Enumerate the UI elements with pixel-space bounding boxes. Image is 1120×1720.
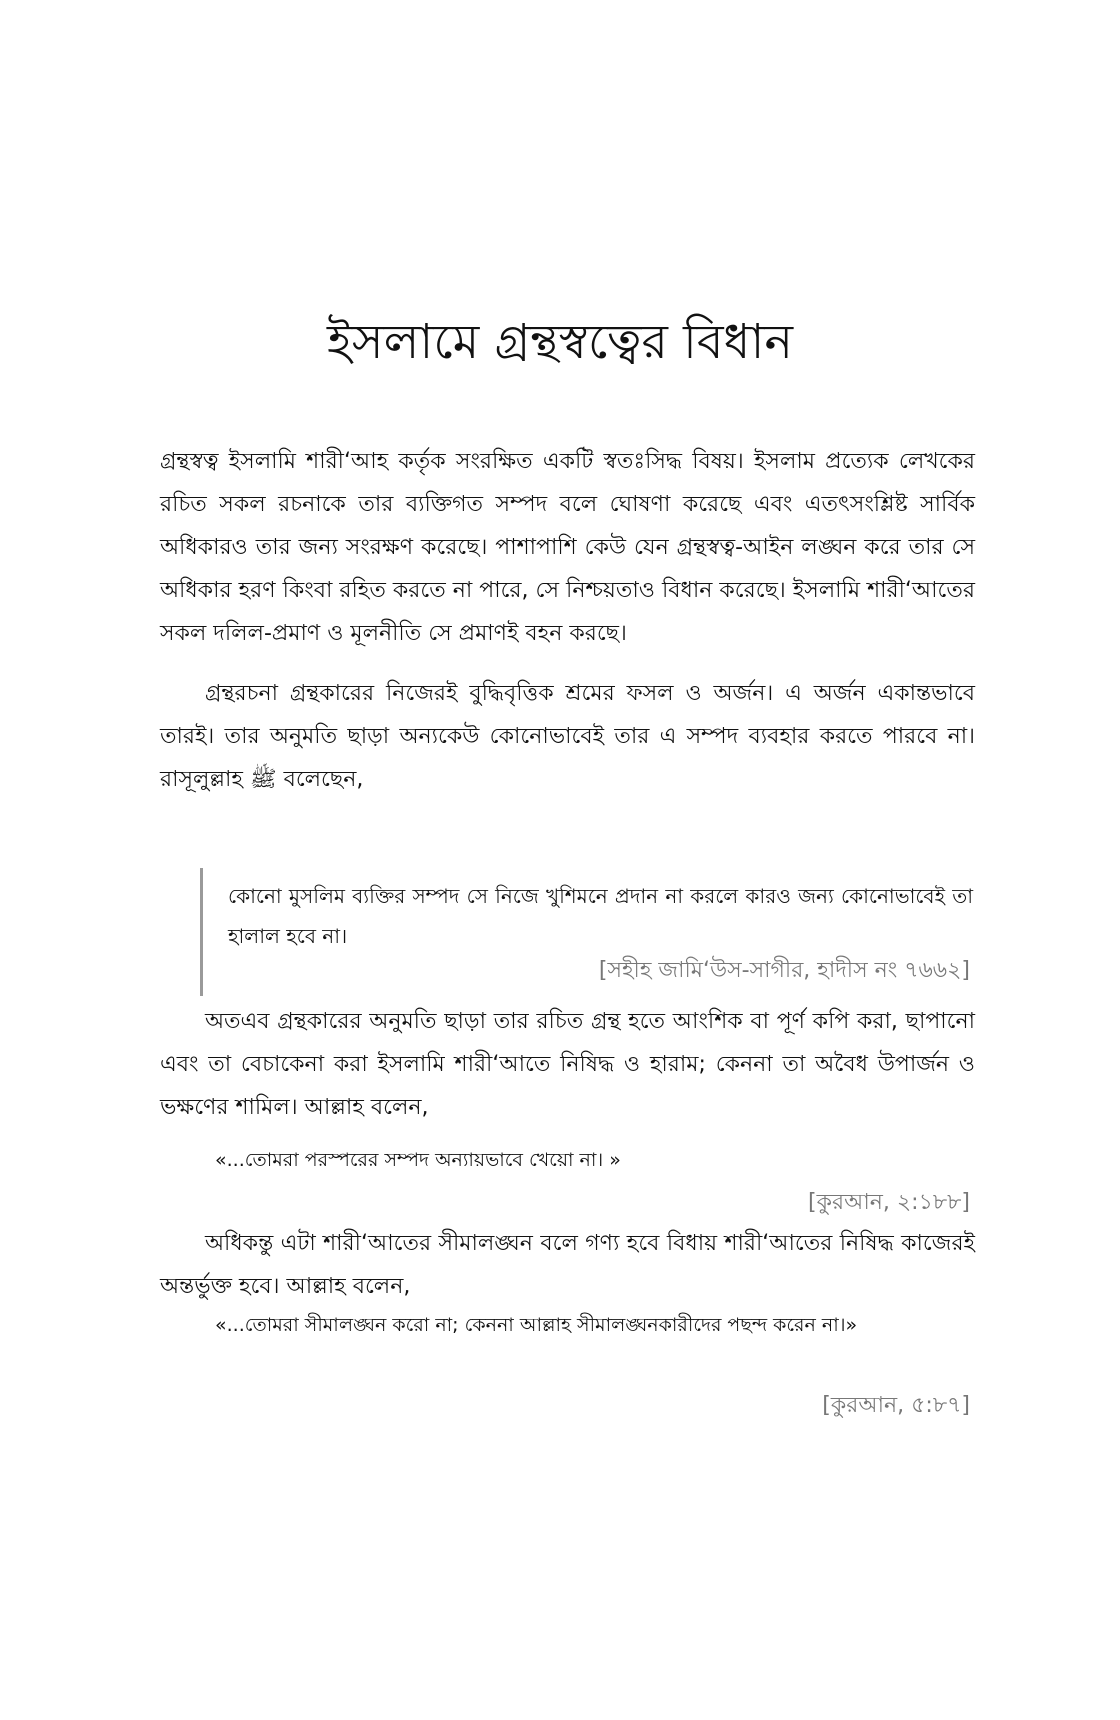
quran-reference-1: [কুরআন, ২:১৮৮] bbox=[808, 1190, 970, 1215]
paragraph-copyright-intro: গ্রন্থস্বত্ব ইসলামি শারী‘আহ কর্তৃক সংরক্ষিত একটি স্বতঃসিদ্ধ বিষয়। ইসলাম প্রত্যেক লেখকের রচিত সকল রচনাকে তার ব্যক্তিগত সম্পদ বলে ঘোষণা করেছে এবং এতৎসংশ্লিষ্ট সার্বিক অধিকারও তার জন্য সংরক্ষণ করেছে। পাশাপাশি কেউ যেন গ্রন্থস্বত্ব-আইন লঙ্ঘন করে তার সে অধিকার হরণ কিংবা রহিত করতে না পারে, সে নিশ্চয়তাও বিধান করেছে। ইসলামি শারী‘আতের সকল দলিল-প্রমাণ ও মূলনীতি সে প্রমাণই বহন করছে। bbox=[160, 449, 975, 646]
hadith-text: কোনো মুসলিম ব্যক্তির সম্পদ সে নিজে খুশিমনে প্রদান না করলে কারও জন্য কোনোভাবেই তা হালাল হবে না। bbox=[228, 884, 973, 948]
quran-quote-1: «...তোমরা পরস্পরের সম্পদ অন্যায়ভাবে খেয়ো না। » bbox=[215, 1149, 621, 1171]
hadith-reference: [সহীহ জামি‘উস-সাগীর, হাদীস নং ৭৬৬২] bbox=[598, 958, 970, 983]
paragraph-authorship: গ্রন্থরচনা গ্রন্থকারের নিজেরই বুদ্ধিবৃত্তিক শ্রমের ফসল ও অর্জন। এ অর্জন একান্তভাবে তারই। তার অনুমতি ছাড়া অন্যকেউ কোনোভাবেই তার এ সম্পদ ব্যবহার করতে পারবে না। রাসূলুল্লাহ ﷺ বলেছেন, bbox=[160, 681, 975, 792]
paragraph-transgression: অধিকন্তু এটা শারী‘আতের সীমালঙ্ঘন বলে গণ্য হবে বিধায় শারী‘আতের নিষিদ্ধ কাজেরই অন্তর্ভুক্ত হবে। আল্লাহ বলেন, bbox=[160, 1231, 975, 1299]
paragraph-prohibition: অতএব গ্রন্থকারের অনুমতি ছাড়া তার রচিত গ্রন্থ হতে আংশিক বা পূর্ণ কপি করা, ছাপানো এবং তা বেচাকেনা করা ইসলামি শারী‘আতে নিষিদ্ধ ও হারাম; কেননা তা অবৈধ উপার্জন ও ভক্ষণের শামিল। আল্লাহ বলেন, bbox=[160, 1009, 975, 1120]
quran-reference-2: [কুরআন, ৫:৮৭] bbox=[822, 1393, 970, 1418]
quran-quote-2: «...তোমরা সীমালঙ্ঘন করো না; কেননা আল্লাহ সীমালঙ্ঘনকারীদের পছন্দ করেন না।» bbox=[215, 1314, 858, 1336]
page-title: ইসলামে গ্রন্থস্বত্বের বিধান bbox=[326, 314, 794, 370]
